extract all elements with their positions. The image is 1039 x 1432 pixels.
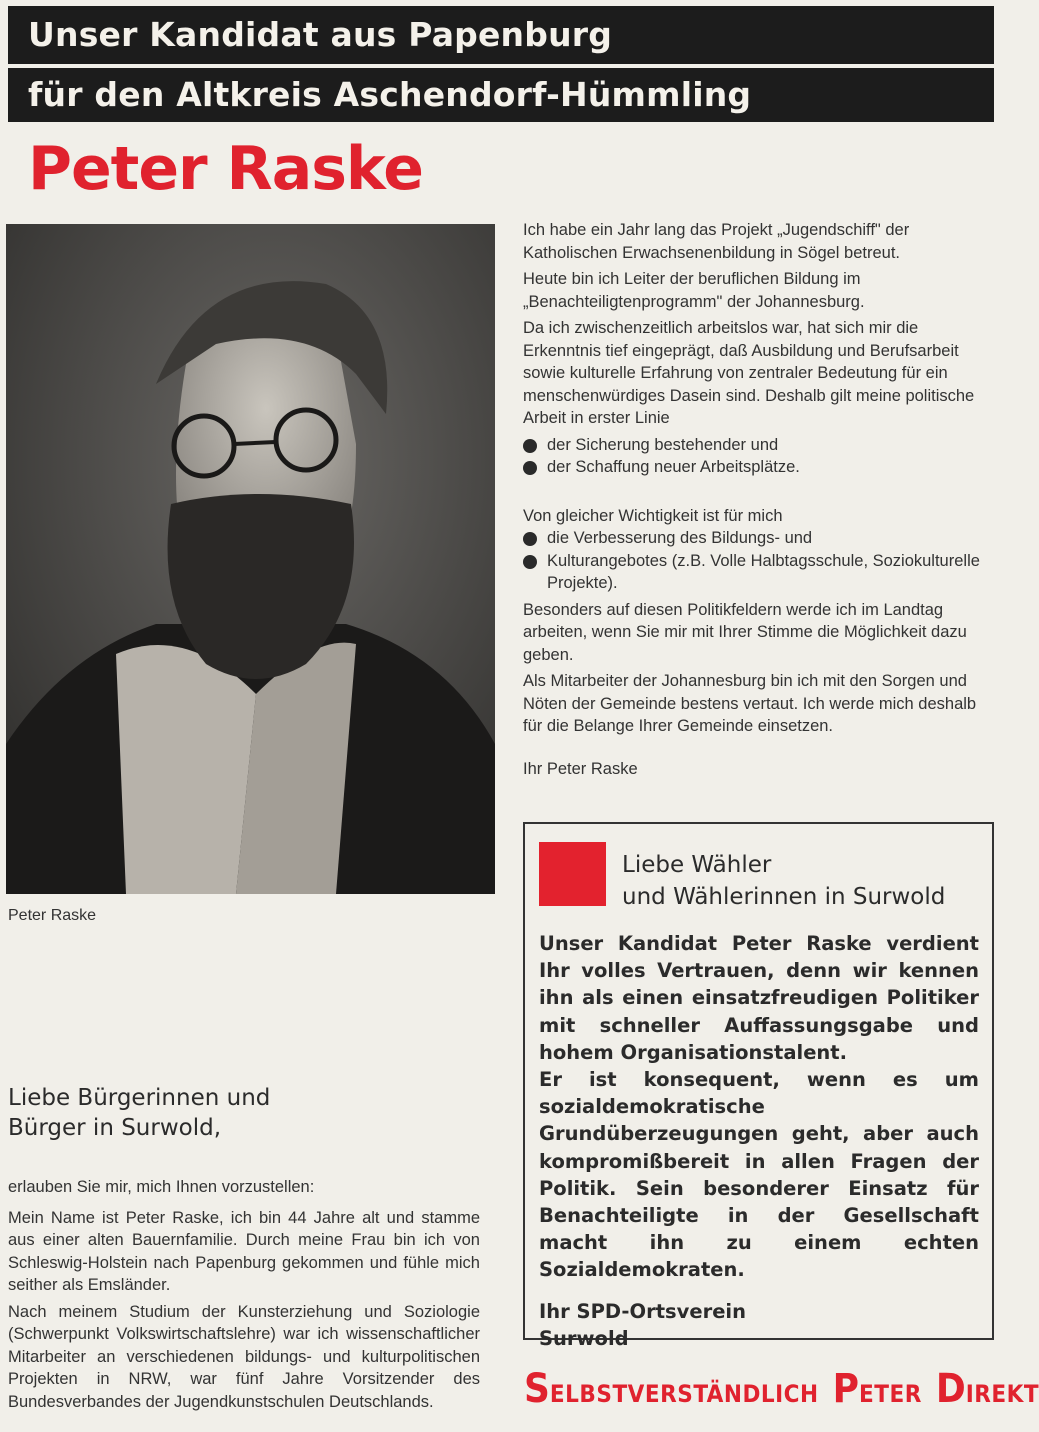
paragraph: Besonders auf diesen Politikfeldern werde ich im Landtag arbeiten, wenn Sie mir mit Ihrer Stimme die Möglichkeit dazu geben.	[523, 600, 967, 664]
paragraph: erlauben Sie mir, mich Ihnen vorzustellen:	[8, 1178, 315, 1196]
list-item: die Verbesserung des Bildungs- und	[523, 527, 995, 550]
candidate-portrait	[6, 224, 495, 894]
header-line-1: Unser Kandidat aus Papenburg	[8, 6, 994, 64]
header-line-2: für den Altkreis Aschendorf-Hümmling	[8, 68, 994, 122]
bullet-dot-icon	[523, 532, 537, 546]
portrait-illustration	[6, 224, 495, 894]
paragraph: Ich habe ein Jahr lang das Projekt „Jugendschiff" der Katholischen Erwachsenenbildung in Sögel betreut.	[523, 221, 910, 262]
photo-caption: Peter Raske	[8, 907, 97, 924]
paragraph: Unser Kandidat Peter Raske verdient Ihr volles Vertrauen, denn wir kennen ihn als einen einsatzfreudigen Politiker mit schneller Auffassungsgabe und hohem Organisationstalent.	[539, 932, 979, 1064]
bullet-dot-icon	[523, 439, 537, 453]
list-item: der Schaffung neuer Arbeitsplätze.	[523, 456, 995, 479]
letter-greeting: Liebe Bürgerinnen und Bürger in Surwold,	[8, 1085, 271, 1141]
list-item: Kulturangebotes (z.B. Volle Halbtagsschule, Soziokulturelle Projekte).	[523, 550, 995, 595]
paragraph: Mein Name ist Peter Raske, ich bin 44 Jahre alt und stamme aus einer alten Bauernfamilie. Durch meine Frau bin ich von Schleswig-Holstein nach Papenburg gekommen und fühle mich seither als Emsländer.	[8, 1208, 480, 1294]
bullet-dot-icon	[523, 461, 537, 475]
bullet-list	[523, 434, 995, 479]
bullet-list	[523, 527, 995, 595]
list-item: der Sicherung bestehender und	[523, 434, 995, 457]
signature: Ihr Peter Raske	[523, 759, 638, 778]
endorsement-signature: Ihr SPD-Ortsverein Surwold	[539, 1299, 746, 1350]
right-column-text	[523, 219, 995, 784]
endorsement-box	[523, 822, 994, 1350]
endorsement-body	[539, 930, 979, 1352]
red-square-icon	[539, 842, 606, 906]
paragraph: Da ich zwischenzeitlich arbeitslos war, hat sich mir die Erkenntnis tief eingeprägt, daß Ausbildung und Berufsarbeit sowie kulturelle Erfahrung von zentraler Bedeutung für ein menschenwürdiges Dasein sind. Deshalb gilt meine politische Arbeit in erster Linie	[523, 319, 975, 427]
campaign-slogan: SELBSTVERSTÄNDLICH PETER DIREKT	[524, 1366, 1039, 1412]
paragraph: Er ist konsequent, wenn es um sozialdemokratische Grundüberzeugungen geht, aber auch kompromißbereit in allen Fragen der Politik. Sein besonderer Einsatz für Benachteiligte in der Gesellschaft macht ihn zu einem echten Sozialdemokraten.	[539, 1068, 979, 1282]
paragraph: Als Mitarbeiter der Johannesburg bin ich mit den Sorgen und Nöten der Gemeinde bestens vertaut. Ich werde mich deshalb für die Belange Ihrer Gemeinde einsetzen.	[523, 672, 977, 735]
bullet-dot-icon	[523, 555, 537, 569]
candidate-name: Peter Raske	[28, 134, 423, 204]
paragraph: Von gleicher Wichtigkeit ist für mich	[523, 506, 783, 525]
paragraph: Nach meinem Studium der Kunsterziehung und Soziologie (Schwerpunkt Volkswirtschaftslehre) war ich wissenschaftlicher Mitarbeiter an verschiedenen bildungs- und kulturpolitischen Projekten in NRW, war fünf Jahre Vorsitzender des Bundesverbandes der Jugendkunstschulen Deutschlands.	[8, 1302, 480, 1411]
left-column-text	[8, 1176, 480, 1417]
endorsement-heading: Liebe Wähler und Wählerinnen in Surwold	[622, 852, 946, 910]
paragraph: Heute bin ich Leiter der beruflichen Bildung im „Benachteiligtenprogramm" der Johannesburg.	[523, 270, 865, 311]
